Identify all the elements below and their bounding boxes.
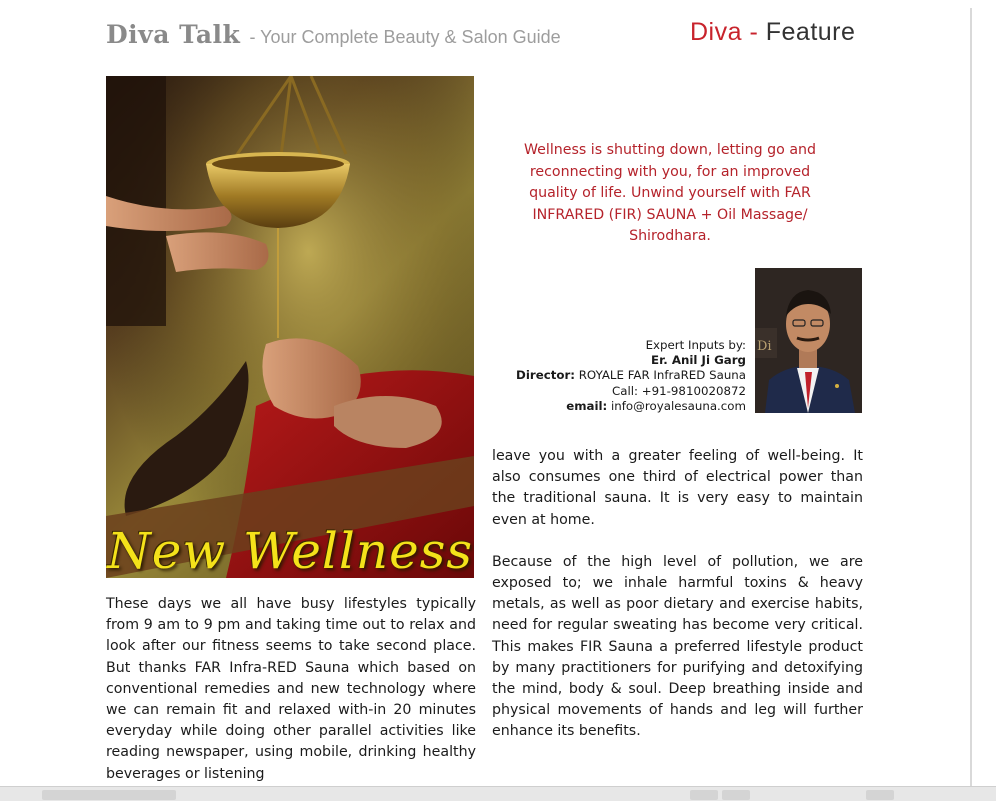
expert-director-value: ROYALE FAR InfraRED Sauna bbox=[578, 368, 746, 383]
expert-director-label: Director: bbox=[516, 368, 575, 383]
intro-pull-quote: Wellness is shutting down, letting go and reconnecting with you, for an improved quality of life. Unwind yourself with FAR INFRARED (FIR) SAUNA + Oil Massage/ Shirodhara. bbox=[523, 142, 817, 244]
body-paragraph: leave you with a greater feeling of well-being. It also consumes one third of electrical power than the traditional sauna. It is very easy to maintain even at home. bbox=[492, 448, 863, 528]
section-label bbox=[690, 18, 855, 47]
body-paragraph: Because of the high level of pollution, we are exposed to; we inhale harmful toxins & heavy metals, as well as poor dietary and exercise habits, need for regular sweating has become very critical. This makes FIR Sauna a preferred lifestyle product by many practitioners for purifying and detoxifying the mind, body & soul. Deep breathing inside and physical movements of hands and leg will further enhance its benefits. bbox=[492, 553, 863, 740]
expert-director-line bbox=[480, 368, 746, 383]
hero-image bbox=[106, 76, 474, 578]
svg-text:Di: Di bbox=[757, 339, 772, 354]
expert-call: Call: +91-9810020872 bbox=[612, 383, 746, 398]
magazine-tagline: - Your Complete Beauty & Salon Guide bbox=[249, 27, 561, 47]
viewer-bottom-scrollbar[interactable] bbox=[0, 786, 996, 801]
expert-email-label: email: bbox=[566, 398, 608, 413]
hero-title-line1: New Wellness bbox=[106, 522, 474, 578]
expert-name: Er. Anil Ji Garg bbox=[651, 353, 746, 368]
body-paragraph: These days we all have busy lifestyles typically from 9 am to 9 pm and taking time out to relax and look after our fitness seems to take second place. But thanks FAR Infra-RED Sauna which based on conventional remedies and new technology where we can remain fit and relaxed with-in 20 minutes everyday while doing other parallel activities like reading newspaper, using mobile, drinking healthy beverages or listening bbox=[106, 596, 476, 782]
expert-email-line bbox=[480, 399, 746, 414]
page-edge bbox=[970, 8, 972, 788]
toolbar-button[interactable] bbox=[866, 790, 894, 800]
section-label-dash: - bbox=[749, 18, 759, 46]
page-header-left bbox=[106, 20, 561, 49]
toolbar-button[interactable] bbox=[722, 790, 750, 800]
section-label-diva: Diva bbox=[690, 18, 743, 46]
expert-portrait bbox=[755, 268, 862, 413]
body-column-left bbox=[106, 594, 476, 785]
section-label-feature: Feature bbox=[765, 18, 856, 46]
toolbar-button[interactable] bbox=[690, 790, 718, 800]
expert-credits bbox=[480, 338, 746, 414]
shirodhara-illustration bbox=[106, 76, 474, 578]
expert-heading: Expert Inputs by: bbox=[645, 338, 746, 352]
magazine-brand: Diva Talk bbox=[106, 20, 241, 49]
body-column-right bbox=[492, 446, 863, 743]
expert-portrait-illustration bbox=[755, 268, 862, 413]
scrollbar-thumb[interactable] bbox=[42, 790, 176, 800]
expert-email-value: info@royalesauna.com bbox=[611, 398, 746, 413]
